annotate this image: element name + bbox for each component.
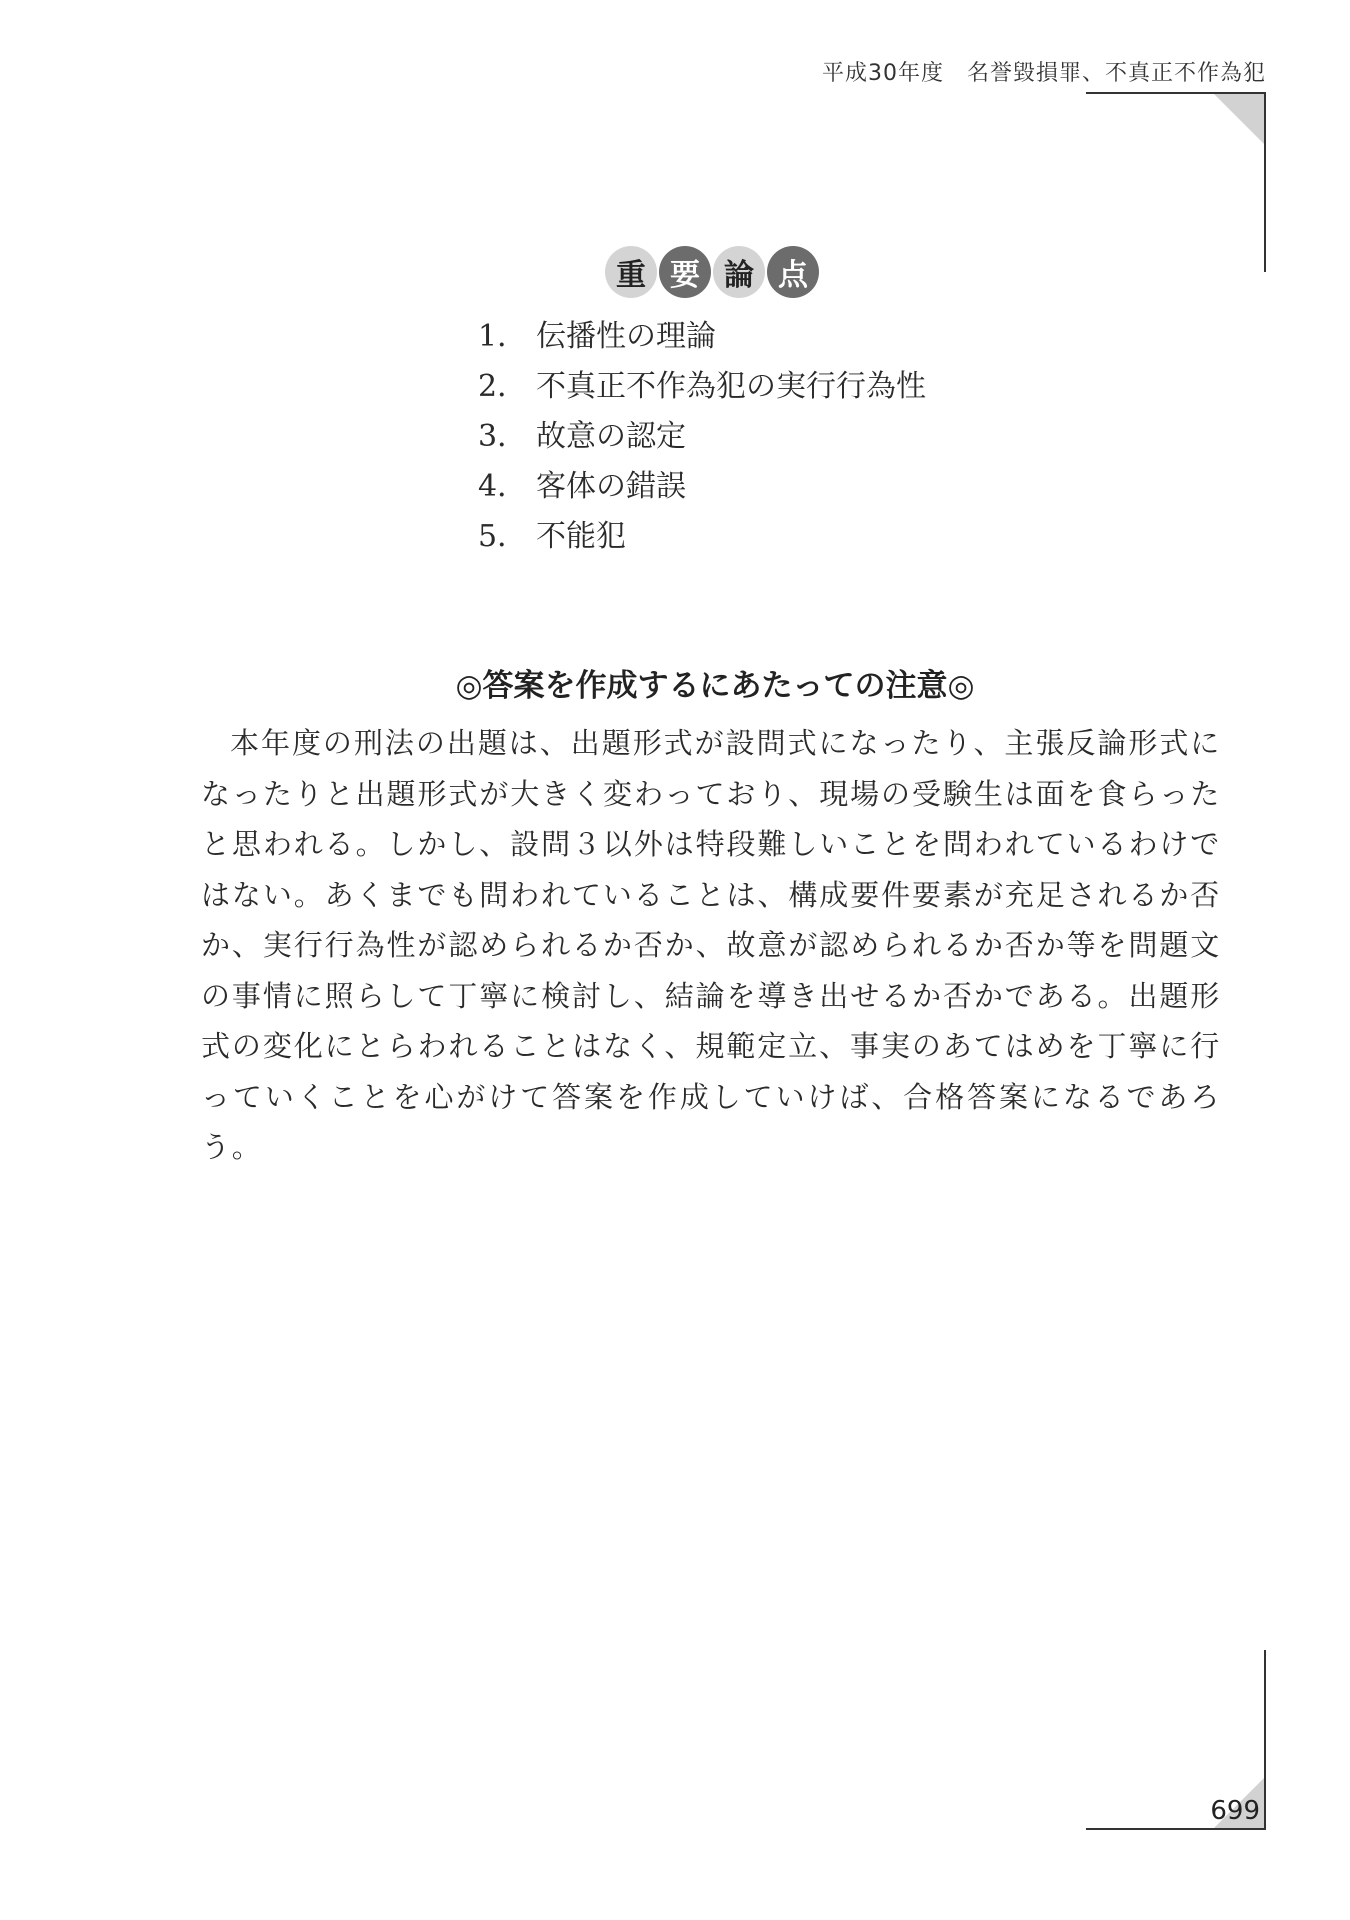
key-title-char-3: 論: [713, 246, 765, 298]
key-points-title: [605, 246, 821, 298]
list-item-number: 2．: [478, 369, 528, 404]
key-title-char-2: 要: [659, 246, 711, 298]
list-item: [478, 512, 926, 562]
list-item-text: 伝播性の理論: [536, 319, 716, 354]
list-item-number: 1．: [478, 319, 528, 354]
list-item-number: 3．: [478, 419, 528, 454]
list-item: [478, 362, 926, 412]
notes-body: 本年度の刑法の出題は、出題形式が設問式になったり、主張反論形式になったりと出題形式が大きく変わっており、現場の受験生は面を食らったと思われる。しかし、設問３以外は特段難しいことを問われているわけではない。あくまでも問われていることは、構成要件要素が充足されるか否か、実行行為性が認められるか否か、故意が認められるか否か等を問題文の事情に照らして丁寧に検討し、結論を導き出せるか否かである。出題形式の変化にとらわれることはなく、規範定立、事実のあてはめを丁寧に行っていくことを心がけて答案を作成していけば、合格答案になるであろう。: [201, 726, 1221, 1164]
running-header: 平成30年度 名誉毀損罪、不真正不作為犯: [822, 61, 1266, 86]
key-points-list: [478, 312, 926, 562]
list-item-number: 5．: [478, 519, 528, 554]
list-item-text: 不真正不作為犯の実行行為性: [536, 369, 926, 404]
key-title-char-1: 重: [605, 246, 657, 298]
top-corner-triangle: [1214, 94, 1264, 144]
list-item: [478, 462, 926, 512]
list-item-text: 故意の認定: [536, 419, 686, 454]
list-item-text: 不能犯: [536, 519, 626, 554]
list-item: [478, 312, 926, 362]
list-item-number: 4．: [478, 469, 528, 504]
list-item: [478, 412, 926, 462]
page-number: 699: [1210, 1796, 1260, 1826]
notes-heading: ◎答案を作成するにあたっての注意◎: [455, 668, 975, 704]
key-title-char-4: 点: [767, 246, 819, 298]
list-item-text: 客体の錯誤: [536, 469, 686, 504]
